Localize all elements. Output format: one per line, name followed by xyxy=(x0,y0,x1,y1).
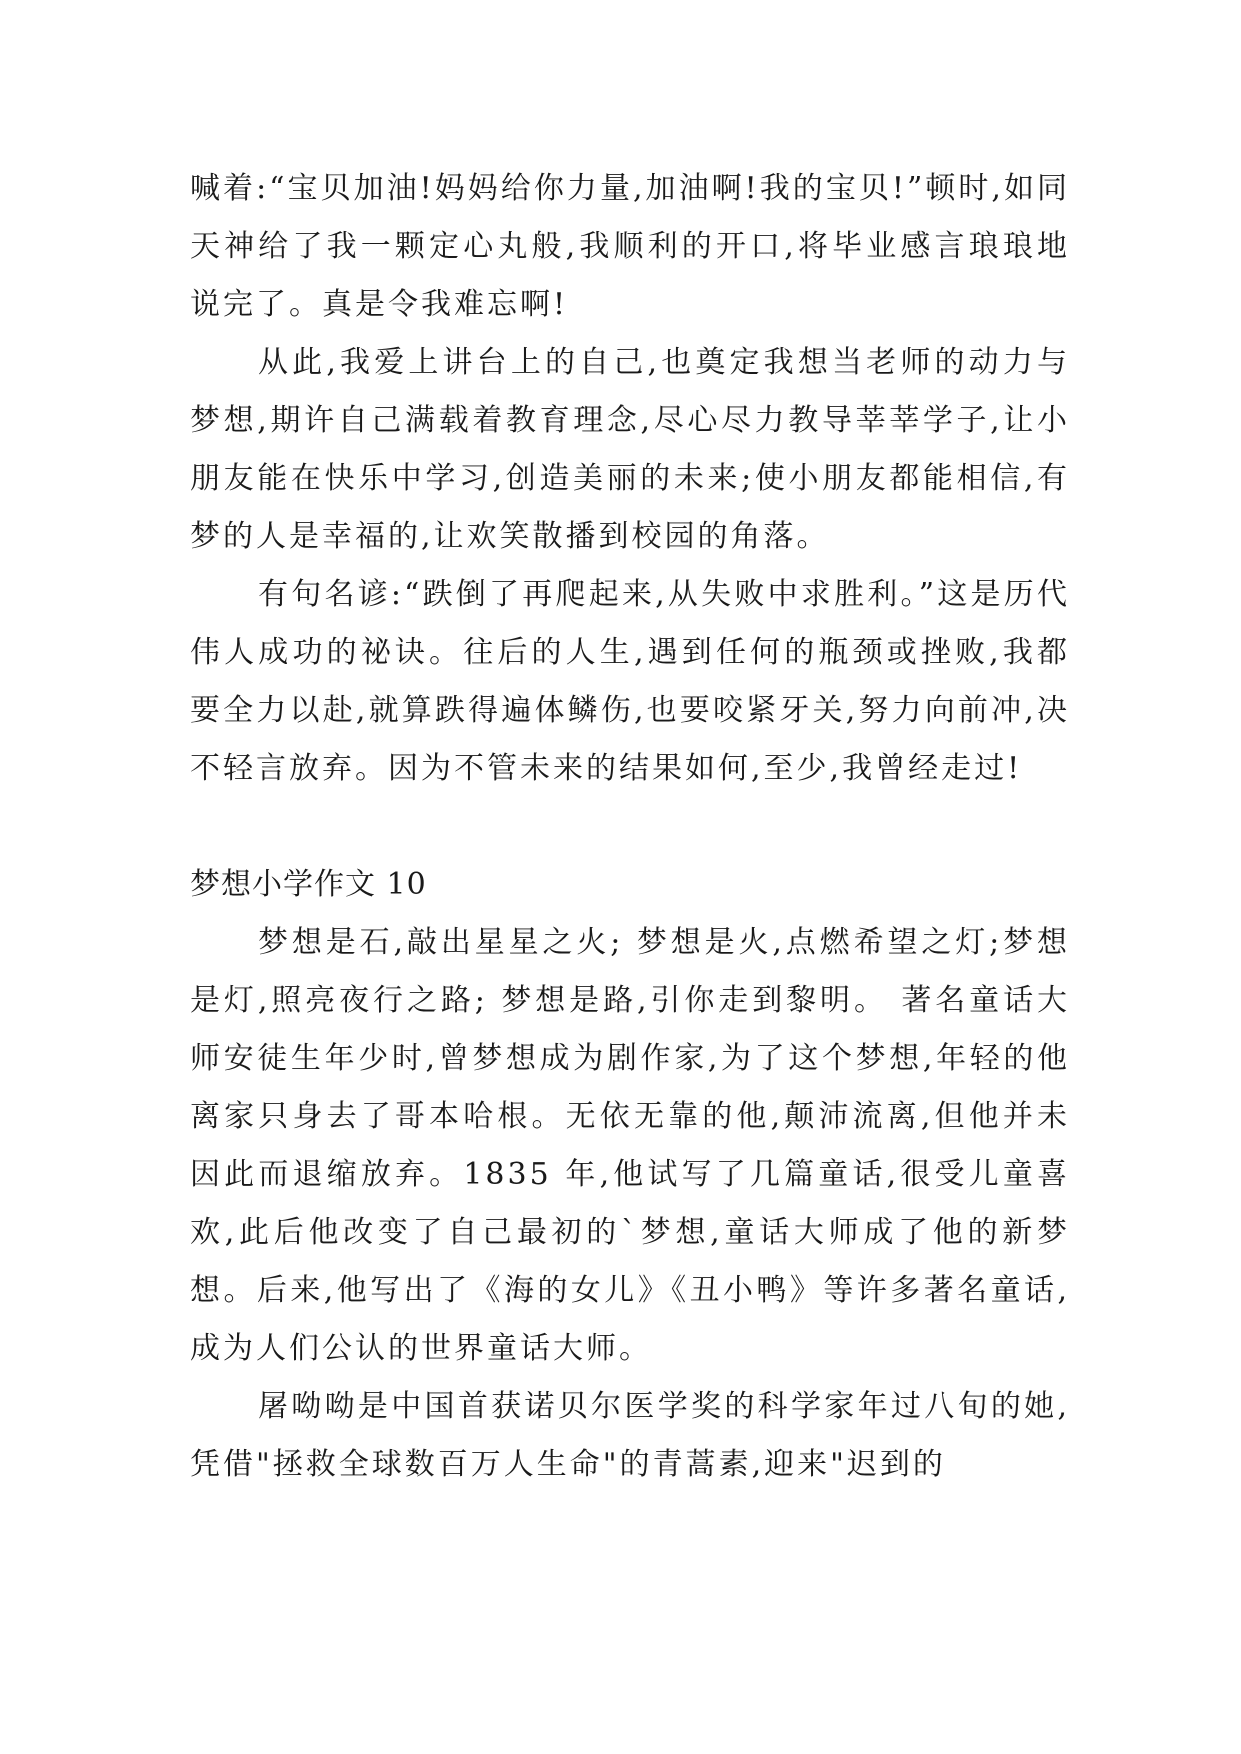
document-body xyxy=(190,160,1070,1494)
section-gap xyxy=(190,798,1070,856)
paragraph-continued: 喊着:“宝贝加油!妈妈给你力量,加油啊!我的宝贝!”顿时,如同天神给了我一颗定心丸般,我顺利的开口,将毕业感言琅琅地说完了。真是令我难忘啊! xyxy=(190,171,1070,322)
section-title: 梦想小学作文 10 xyxy=(190,867,427,902)
paragraph-andersen: 梦想是石,敲出星星之火; 梦想是火,点燃希望之灯;梦想是灯,照亮夜行之路; 梦想是路,引你走到黎明。 著名童话大师安徒生年少时,曾梦想成为剧作家,为了这个梦想,年轻的他离家只身去了哥本哈根。无依无靠的他,颠沛流离,但他并未因此而退缩放弃。1835 年,他试写了几篇童话,很受儿童喜欢,此后他改变了自己最初的`梦想,童话大师成了他的新梦想。后来,他写出了《海的女儿》《丑小鸭》等许多著名童话,成为人们公认的世界童话大师。 xyxy=(190,925,1070,1366)
paragraph-teacher-dream: 从此,我爱上讲台上的自己,也奠定我想当老师的动力与梦想,期许自己满载着教育理念,尽心尽力教导莘莘学子,让小朋友能在快乐中学习,创造美丽的未来;使小朋友都能相信,有梦的人是幸福的,让欢笑散播到校园的角落。 xyxy=(190,345,1070,554)
paragraph-tu-youyou: 屠呦呦是中国首获诺贝尔医学奖的科学家年过八旬的她,凭借"拯救全球数百万人生命"的青蒿素,迎来"迟到的 xyxy=(190,1389,1070,1482)
paragraph-proverb: 有句名谚:“跌倒了再爬起来,从失败中求胜利。”这是历代伟人成功的祕诀。往后的人生,遇到任何的瓶颈或挫败,我都要全力以赴,就算跌得遍体鳞伤,也要咬紧牙关,努力向前冲,决不轻言放弃。因为不管未来的结果如何,至少,我曾经走过! xyxy=(190,577,1070,786)
